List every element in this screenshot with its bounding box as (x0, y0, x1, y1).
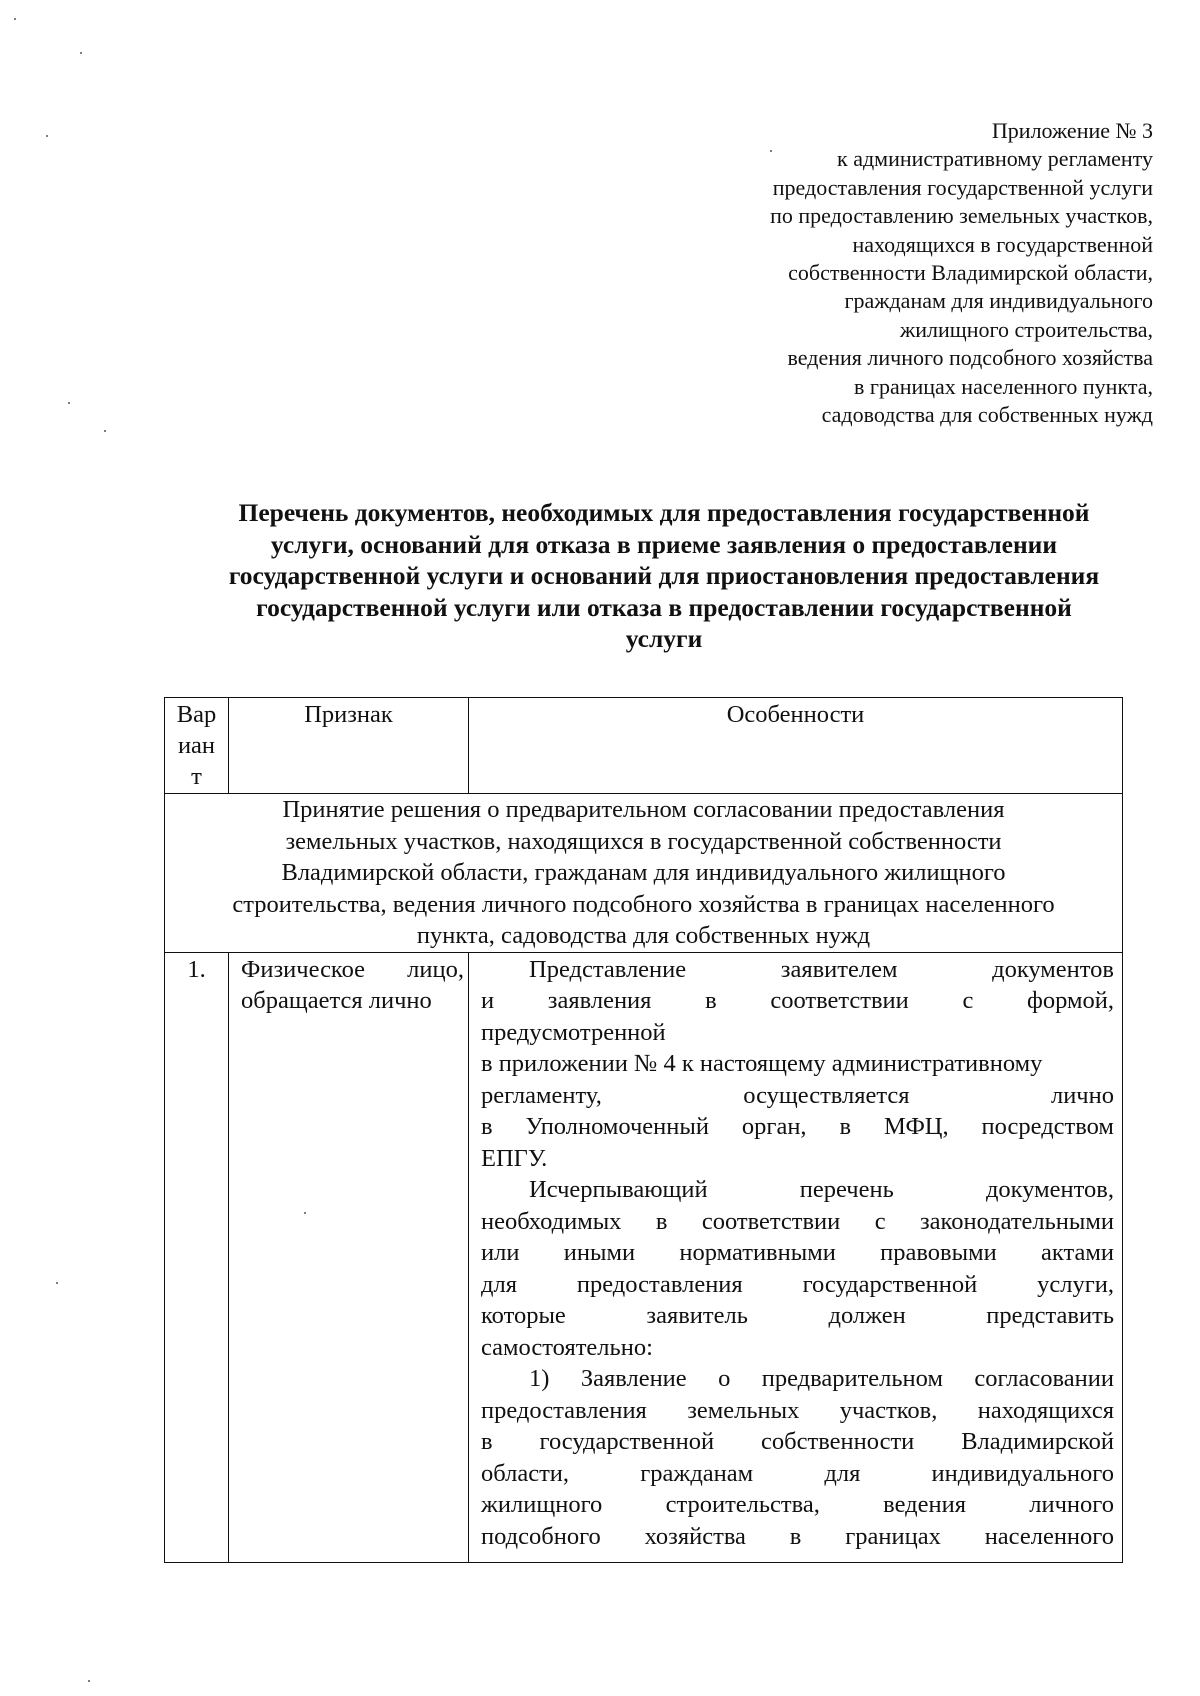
appendix-line: в границах населенного пункта, (854, 373, 1153, 399)
features-word: документов, (985, 1176, 1114, 1203)
header-variant-line: т (191, 763, 202, 790)
section-line: строительства, ведения личного подсобного хозяйства в границах населенного (232, 890, 1055, 918)
header-variant-line: Вар (176, 701, 217, 728)
features-word: иными (563, 1239, 636, 1266)
features-line (481, 1080, 1114, 1112)
features-word: осуществляется (743, 1081, 910, 1109)
features-word: посредством (981, 1113, 1114, 1140)
features-word: предварительном (761, 1365, 943, 1392)
appendix-line: собственности Владимирской области, (788, 260, 1153, 286)
appendix-header (633, 117, 1153, 429)
features-line (481, 985, 1114, 1017)
features-word: для (481, 1270, 517, 1298)
features-word: представить (986, 1302, 1114, 1329)
header-sign: Признак (229, 698, 469, 794)
appendix-line: предоставления государственной услуги (772, 174, 1153, 200)
features-word: актами (1041, 1239, 1114, 1266)
features-word: Заявление (580, 1365, 687, 1392)
features-word: лично (1050, 1081, 1114, 1109)
features-word: находящихся (977, 1396, 1114, 1424)
features-word: гражданам (640, 1459, 754, 1487)
features-word: перечень (799, 1176, 894, 1203)
features-line: ЕПГУ. (481, 1144, 548, 1172)
features-word: которые (481, 1302, 566, 1329)
features-word: личного (1029, 1491, 1114, 1518)
scan-speck (14, 18, 16, 20)
appendix-line: ведения личного подсобного хозяйства (787, 345, 1153, 371)
features-word: в (481, 1428, 493, 1455)
title-line: услуги, оснований для отказа в приеме заявления о предоставлении (270, 529, 1058, 559)
features-word: предоставления (576, 1270, 743, 1298)
scan-speck (104, 430, 106, 432)
features-word: строительства, (665, 1491, 820, 1518)
section-title (165, 794, 1123, 953)
features-word: государственной (802, 1270, 978, 1298)
appendix-line: находящихся в государственной (852, 231, 1153, 257)
table-header-row (165, 698, 1123, 794)
features-word: области, (481, 1459, 570, 1487)
row-variant-number: 1. (165, 952, 229, 1562)
features-word: с (874, 1207, 886, 1235)
features-word: для (824, 1459, 861, 1487)
features-line: в приложении № 4 к настоящему административному (481, 1050, 1043, 1077)
features-line (481, 1458, 1114, 1490)
features-word: формой, (1026, 987, 1114, 1014)
features-word: в (655, 1207, 668, 1235)
features-word: границах (845, 1522, 941, 1550)
features-word: Представление (529, 955, 687, 983)
features-word: Уполномоченный (525, 1113, 709, 1140)
features-line (481, 1111, 1114, 1143)
features-word: подсобного (481, 1522, 601, 1550)
features-word: хозяйства (644, 1522, 746, 1550)
features-word: согласовании (974, 1365, 1114, 1392)
features-line (481, 1269, 1114, 1301)
features-word: соответствии (770, 987, 909, 1014)
features-word: заявления (547, 987, 652, 1014)
features-word: о (718, 1365, 731, 1392)
features-word: участков, (839, 1396, 938, 1424)
appendix-line: жилищного строительства, (900, 316, 1153, 342)
document-title (170, 497, 1158, 655)
appendix-line: по предоставлению земельных участков, (770, 203, 1153, 229)
features-line (481, 1426, 1114, 1458)
features-line (481, 1174, 1114, 1206)
features-word: в (705, 987, 717, 1014)
section-line: земельных участков, находящихся в государственной собственности (285, 827, 1002, 855)
appendix-line: гражданам для индивидуального (844, 288, 1153, 314)
row-sign-word: Физическое (241, 955, 366, 983)
row-features (469, 952, 1123, 1562)
row-sign-line: обращается лично (241, 987, 432, 1014)
features-word: и (481, 987, 495, 1014)
title-line: государственной услуги или отказа в предоставлении государственной (256, 592, 1072, 622)
features-word: населенного (984, 1522, 1114, 1550)
features-word: в (789, 1522, 802, 1550)
features-word: или (481, 1239, 520, 1266)
features-word: заявителем (780, 955, 898, 983)
features-word: нормативными (679, 1239, 836, 1266)
features-word: предоставления (481, 1396, 647, 1424)
features-word: Владимирской (961, 1428, 1114, 1455)
section-line: Владимирской области, гражданам для индивидуального жилищного (281, 859, 1006, 886)
features-word: услуги, (1037, 1270, 1114, 1298)
features-word: документов (992, 955, 1114, 983)
title-line: Перечень документов, необходимых для предоставления государственной (238, 498, 1090, 527)
scan-speck (80, 52, 82, 54)
features-word: с (962, 987, 974, 1014)
features-word: ведения (883, 1491, 966, 1518)
features-word: Исчерпывающий (529, 1176, 708, 1203)
appendix-line: к административному регламенту (837, 146, 1153, 172)
features-word: 1) (529, 1365, 550, 1392)
features-word: собственности (761, 1428, 915, 1455)
features-word: государственной (539, 1428, 715, 1455)
features-line (481, 1363, 1114, 1395)
row-sign (229, 952, 469, 1562)
features-word: регламенту, (481, 1081, 602, 1109)
scan-speck (88, 1680, 90, 1682)
requirements-table (164, 697, 1123, 1563)
features-line (481, 1300, 1114, 1332)
scan-speck (46, 135, 48, 137)
table-section-row (165, 794, 1123, 953)
features-word: законодательными (920, 1207, 1114, 1235)
header-variant-line: иан (177, 732, 216, 759)
features-line (481, 1206, 1114, 1238)
features-line (481, 954, 1114, 986)
features-word: в (481, 1113, 493, 1140)
row-sign-word: лицо, (407, 955, 464, 983)
features-word: правовыми (880, 1239, 997, 1266)
title-line: государственной услуги и оснований для приостановления предоставления (228, 561, 1100, 590)
features-word: МФЦ, (883, 1113, 949, 1140)
features-line: самостоятельно: (481, 1333, 653, 1361)
features-line (481, 1521, 1114, 1553)
row-sign-line (241, 954, 464, 986)
header-variant (165, 698, 229, 794)
features-word: жилищного (481, 1491, 603, 1518)
features-word: соответствии (701, 1207, 841, 1235)
features-line: предусмотренной (481, 1018, 666, 1046)
table-row (165, 952, 1123, 1562)
appendix-number: Приложение № 3 (991, 118, 1153, 143)
section-line: пункта, садоводства для собственных нужд (416, 922, 871, 949)
features-word: заявитель (646, 1302, 748, 1329)
appendix-line: садоводства для собственных нужд (821, 402, 1153, 428)
features-word: в (839, 1113, 852, 1140)
title-line: услуги (625, 624, 703, 653)
scan-speck (68, 402, 70, 404)
features-word: индивидуального (931, 1459, 1114, 1487)
section-line: Принятие решения о предварительном согласовании предоставления (282, 796, 1005, 823)
features-line (481, 1237, 1114, 1269)
features-word: необходимых (481, 1207, 622, 1235)
features-line (481, 1489, 1114, 1521)
features-word: должен (828, 1302, 906, 1329)
features-word: орган, (741, 1113, 807, 1140)
features-line (481, 1395, 1114, 1427)
features-word: земельных (687, 1396, 800, 1424)
header-features: Особенности (469, 698, 1123, 794)
scan-speck (56, 1282, 58, 1284)
